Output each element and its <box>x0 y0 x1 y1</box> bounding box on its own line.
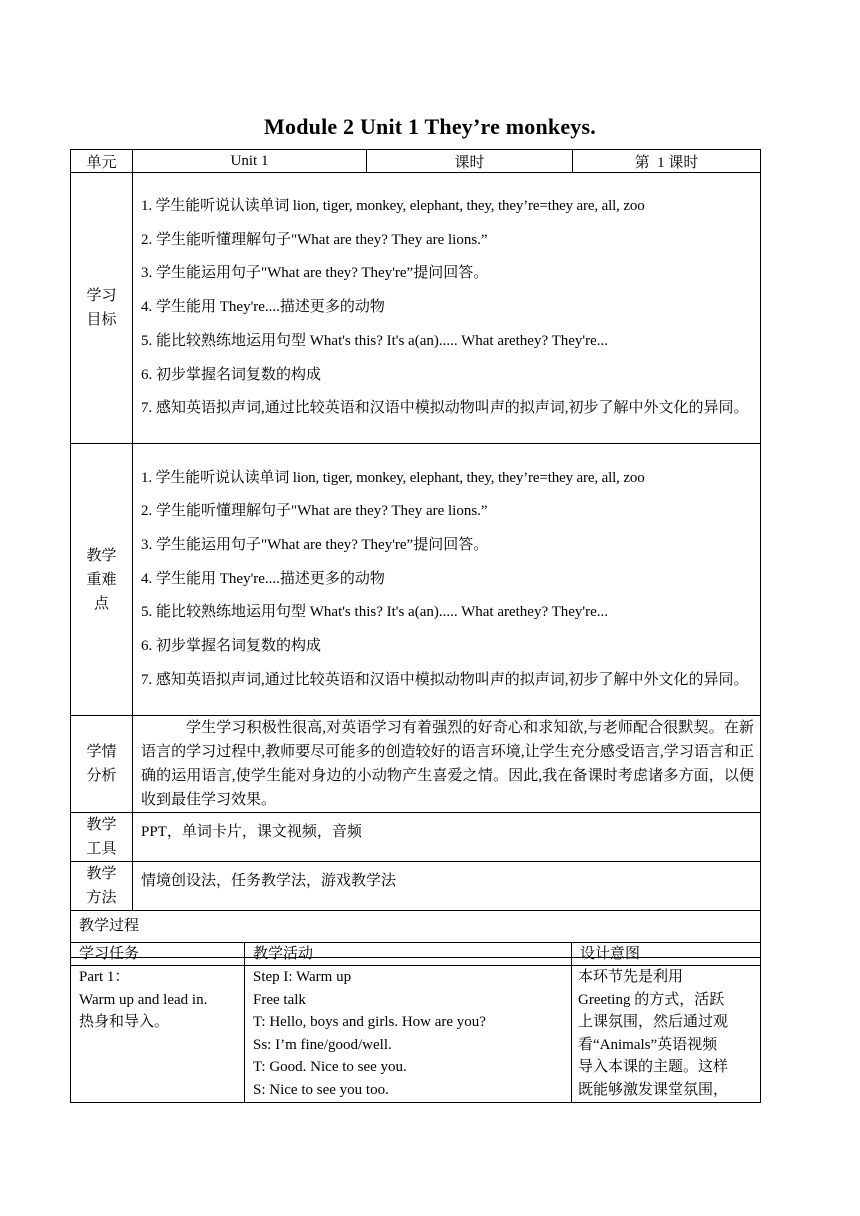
intent-cell: 本环节先是利用 Greeting 的方式，活跃 上课氛围，然后通过观 看“Animals”英语视频 导入本课的主题。这样 既能够激发课堂氛围， <box>572 966 761 1103</box>
process-label: 教学过程 <box>71 911 761 958</box>
objective-item: 7. 感知英语拟声词,通过比较英语和汉语中模拟动物叫声的拟声词,初步了解中外文化的异同。 <box>141 400 749 417</box>
key-point-item: 7. 感知英语拟声词,通过比较英语和汉语中模拟动物叫声的拟声词,初步了解中外文化的异同。 <box>141 671 749 688</box>
key-point-item: 6. 初步掌握名词复数的构成 <box>141 638 322 655</box>
key-points-label: 教学 重难 点 <box>71 444 133 716</box>
unit-value: Unit 1 <box>133 150 367 173</box>
activity-cell: Step I: Warm up Free talk T: Hello, boys and girls. How are you? Ss: I’m fine/good/well. T: Good. Nice to see you. S: Nice to see you too. <box>245 966 572 1103</box>
objectives-label: 学习 目标 <box>71 173 133 444</box>
analysis-label: 学情 分析 <box>71 716 133 813</box>
header-intent: 设计意图 <box>572 943 761 966</box>
key-points-list <box>133 444 761 716</box>
lesson-plan-table <box>70 149 761 958</box>
objective-item: 5. 能比较熟练地运用句型 What's this? It's a(an)..... What arethey? They're... <box>141 332 609 349</box>
objective-item: 2. 学生能听懂理解句子"What are they? They are lions.” <box>141 231 488 248</box>
header-activity: 教学活动 <box>245 943 572 966</box>
task-cell: Part 1： Warm up and lead in. 热身和导入。 <box>71 966 245 1103</box>
header-task: 学习任务 <box>71 943 245 966</box>
unit-label: 单元 <box>71 150 133 173</box>
document-title: Module 2 Unit 1 They’re monkeys. <box>264 114 596 139</box>
tools-text: PPT，单词卡片，课文视频，音频 <box>133 813 761 862</box>
period-label: 课时 <box>367 150 573 173</box>
analysis-text: 学生学习积极性很高,对英语学习有着强烈的好奇心和求知欲,与老师配合很默契。在新语言的学习过程中,教师要尽可能多的创造较好的语言环境,让学生充分感受语言,学习语言和正确的运用语言,使学生能对身边的小动物产生喜爱之情。因此,我在备课时考虑诸多方面，以便收到最佳学习效果。 <box>133 716 761 813</box>
key-point-item: 2. 学生能听懂理解句子"What are they? They are lions.” <box>141 503 488 520</box>
tools-label: 教学 工具 <box>71 813 133 862</box>
objective-item: 3. 学生能运用句子"What are they? They're”提问回答。 <box>141 265 489 282</box>
key-point-item: 3. 学生能运用句子"What are they? They're”提问回答。 <box>141 536 489 553</box>
objective-item: 4. 学生能用 They're....描述更多的动物 <box>141 299 385 316</box>
methods-text: 情境创设法，任务教学法，游戏教学法 <box>133 862 761 911</box>
objective-item: 1. 学生能听说认读单词 lion, tiger, monkey, elephant, they, they’re=they are, all, zoo <box>141 198 645 215</box>
objective-item: 6. 初步掌握名词复数的构成 <box>141 366 322 383</box>
key-point-item: 1. 学生能听说认读单词 lion, tiger, monkey, elephant, they, they’re=they are, all, zoo <box>141 469 645 486</box>
objectives-list <box>133 173 761 444</box>
key-point-item: 4. 学生能用 They're....描述更多的动物 <box>141 570 385 587</box>
methods-label: 教学 方法 <box>71 862 133 911</box>
period-value: 第 1 课时 <box>573 150 761 173</box>
process-table <box>70 942 761 1103</box>
key-point-item: 5. 能比较熟练地运用句型 What's this? It's a(an)..... What arethey? They're... <box>141 604 609 621</box>
